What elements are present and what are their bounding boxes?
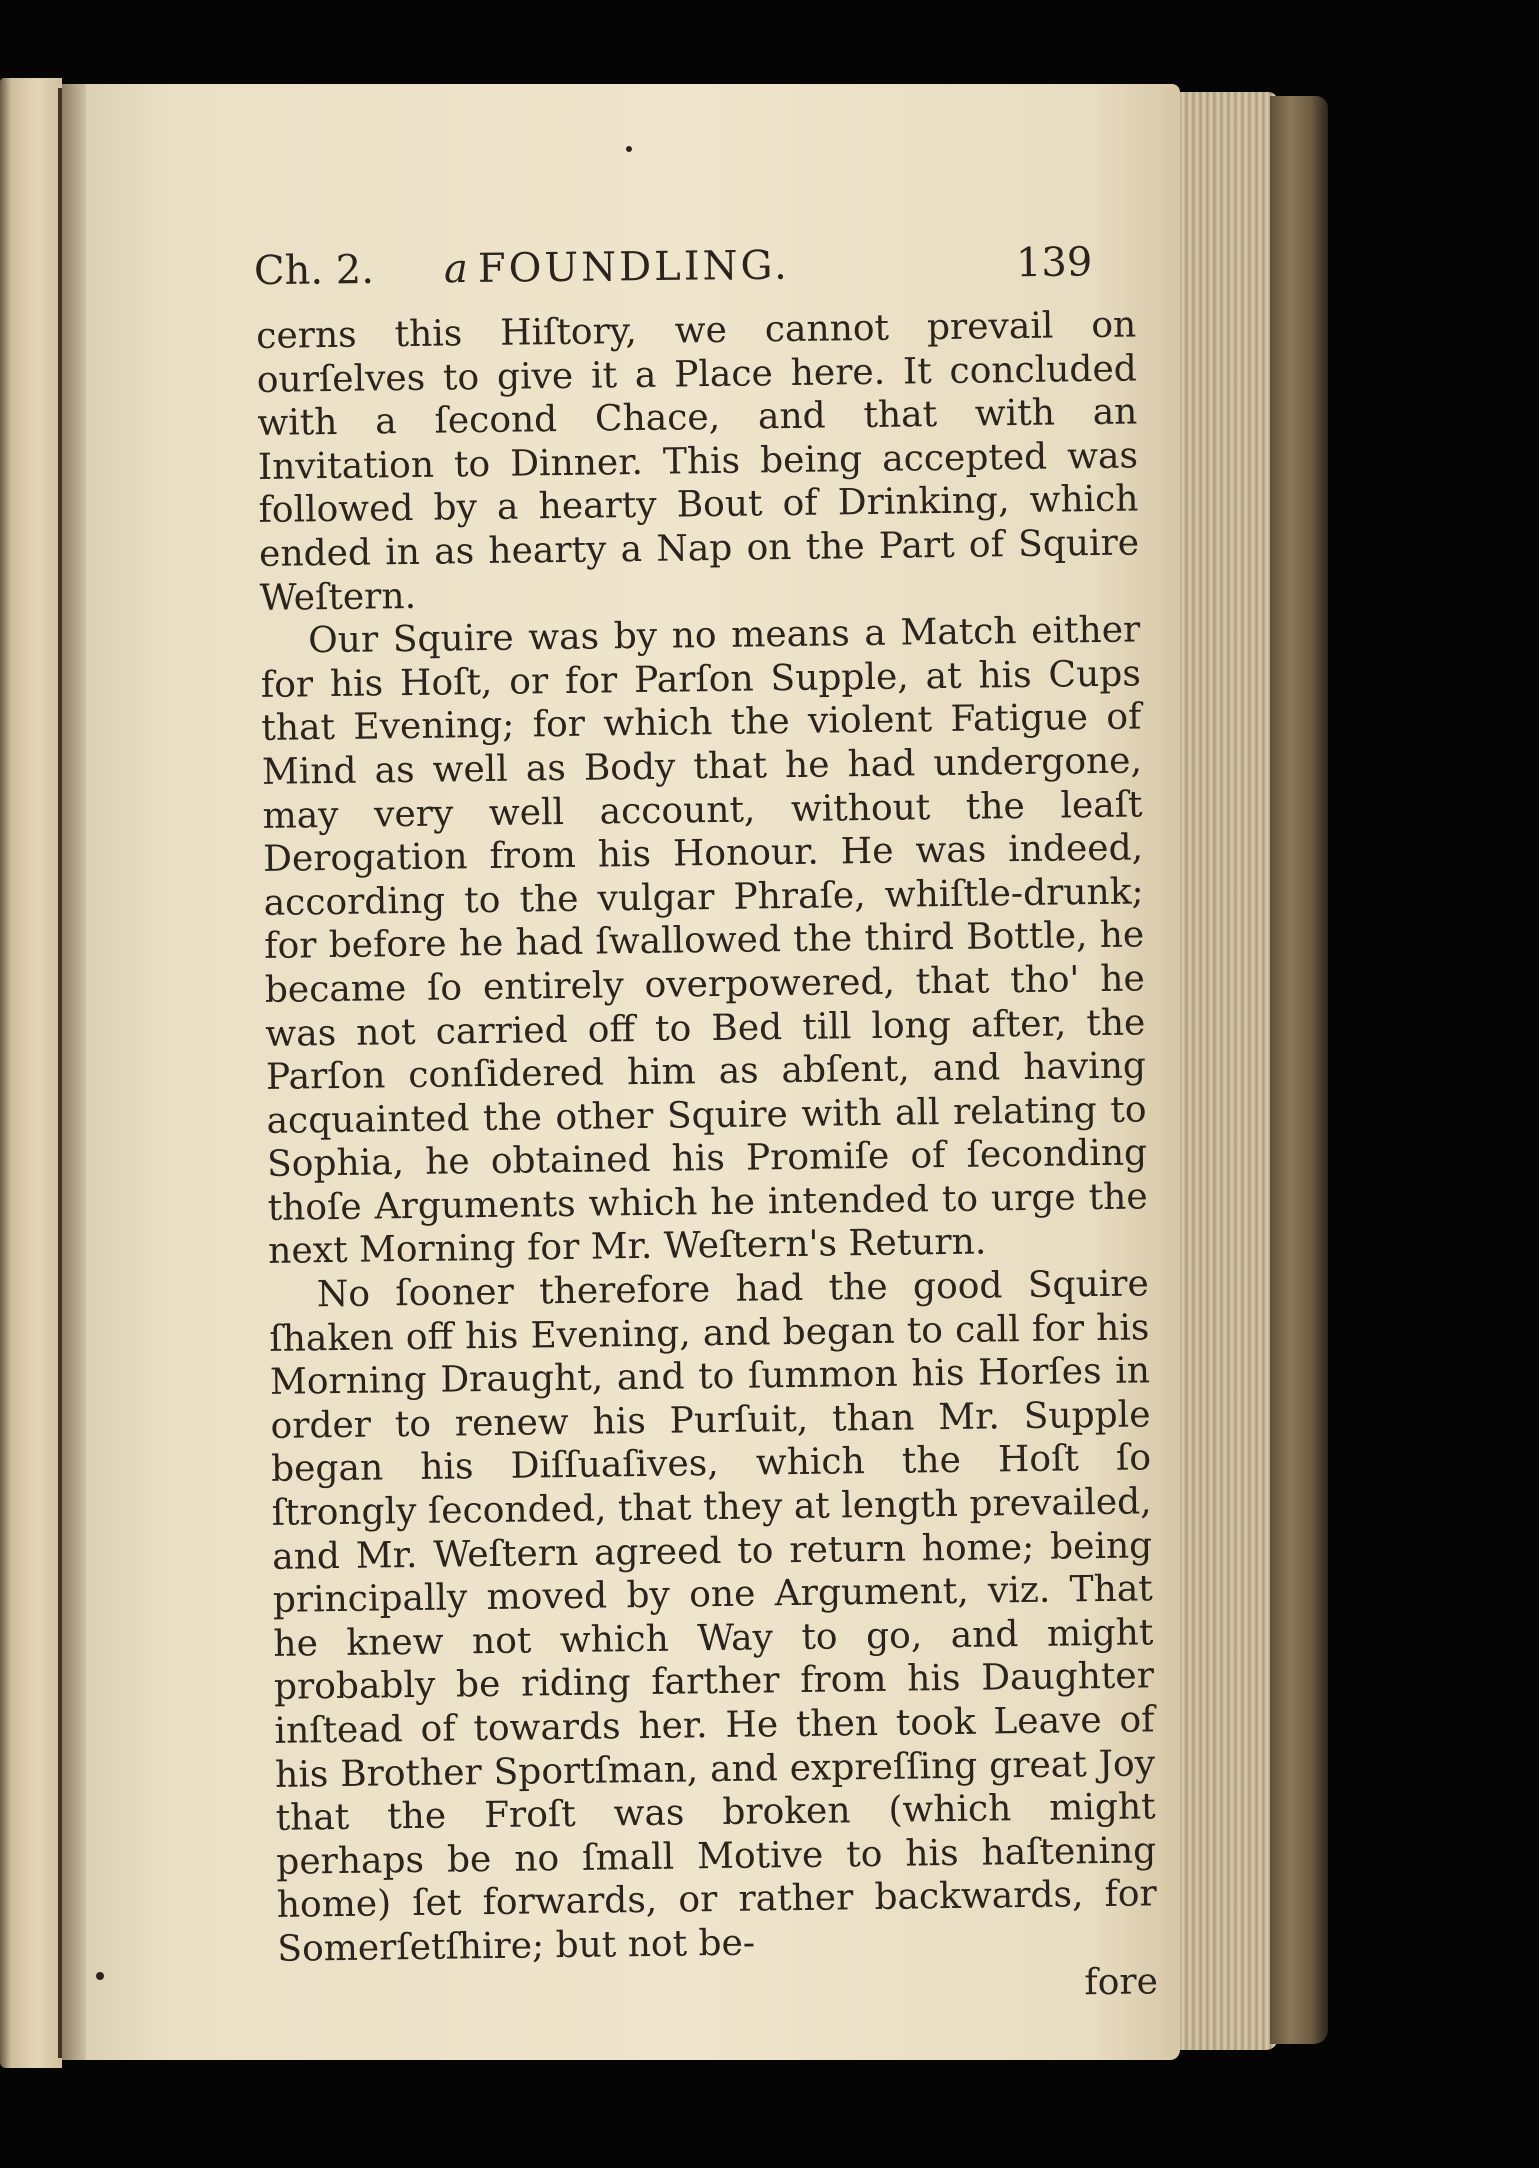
page-text [176, 232, 1159, 2016]
left-page-speck [96, 1972, 104, 1980]
paragraph-2: Our Squire was by no means a Match either for his Hoſt, or for Parſon Supple, at his Cups that Evening; for which the violent Fatigue of Mind as well as Body that he had undergone, may very well account, without the leaſt Derogation from his Honour. He was indeed, according to the vulgar Phraſe, whiſtle-drunk; for before he had ſwallowed the third Bottle, he became ſo entirely overpowered, that tho' he was not carried off to Bed till long after, the Parſon conſidered him as abſent, and having acquainted the other Squire with all relating to Sophia, he obtained his Promiſe of ſeconding thoſe Arguments which he intended to urge the next Morning for Mr. Weſtern's Return. [260, 609, 1148, 1273]
paragraph-1: cerns this Hiſtory, we cannot prevail on ourſelves to give it a Place here. It concluded with a ſecond Chace, and that with an Invitation to Dinner. This being accepted was followed by a hearty Bout of Drinking, which ended in as hearty a Nap on the Part of Squire Weſtern. [256, 304, 1140, 619]
running-header [176, 222, 1137, 312]
page-block-edges [1180, 92, 1278, 2050]
book-cover [1270, 96, 1328, 2044]
page-number: 139 [1015, 239, 1093, 287]
book-page [86, 84, 1180, 2060]
page-speck [626, 146, 632, 152]
left-page-edge [0, 78, 62, 2068]
body-text [176, 303, 1158, 2016]
catchword: fore [1084, 1960, 1159, 2003]
title-article: a [443, 245, 469, 293]
paragraph-3: No ſooner therefore had the good Squire ſhaken off his Evening, and began to call for his Morning Draught, and to ſummon his Horſes in order to renew his Purſuit, than Mr. Supple began his Diſſuaſives, which the Hoſt ſo ſtrongly ſeconded, that they at length prevailed, and Mr. Weſtern agreed to return home; being principally moved by one Argument, viz. That he knew not which Way to go, and might probably be riding farther from his Daughter inſtead of towards her. He then took Leave of his Brother Sportſman, and expreſſing great Joy that the Froſt was broken (which might perhaps be no ſmall Motive to his haſtening home) ſet forwards, or rather backwards, for Somerſetſhire; but not be- [269, 1263, 1158, 1970]
running-title [444, 226, 791, 310]
chapter-label: Ch. 2. [253, 246, 375, 295]
title-text: FOUNDLING. [477, 242, 791, 292]
